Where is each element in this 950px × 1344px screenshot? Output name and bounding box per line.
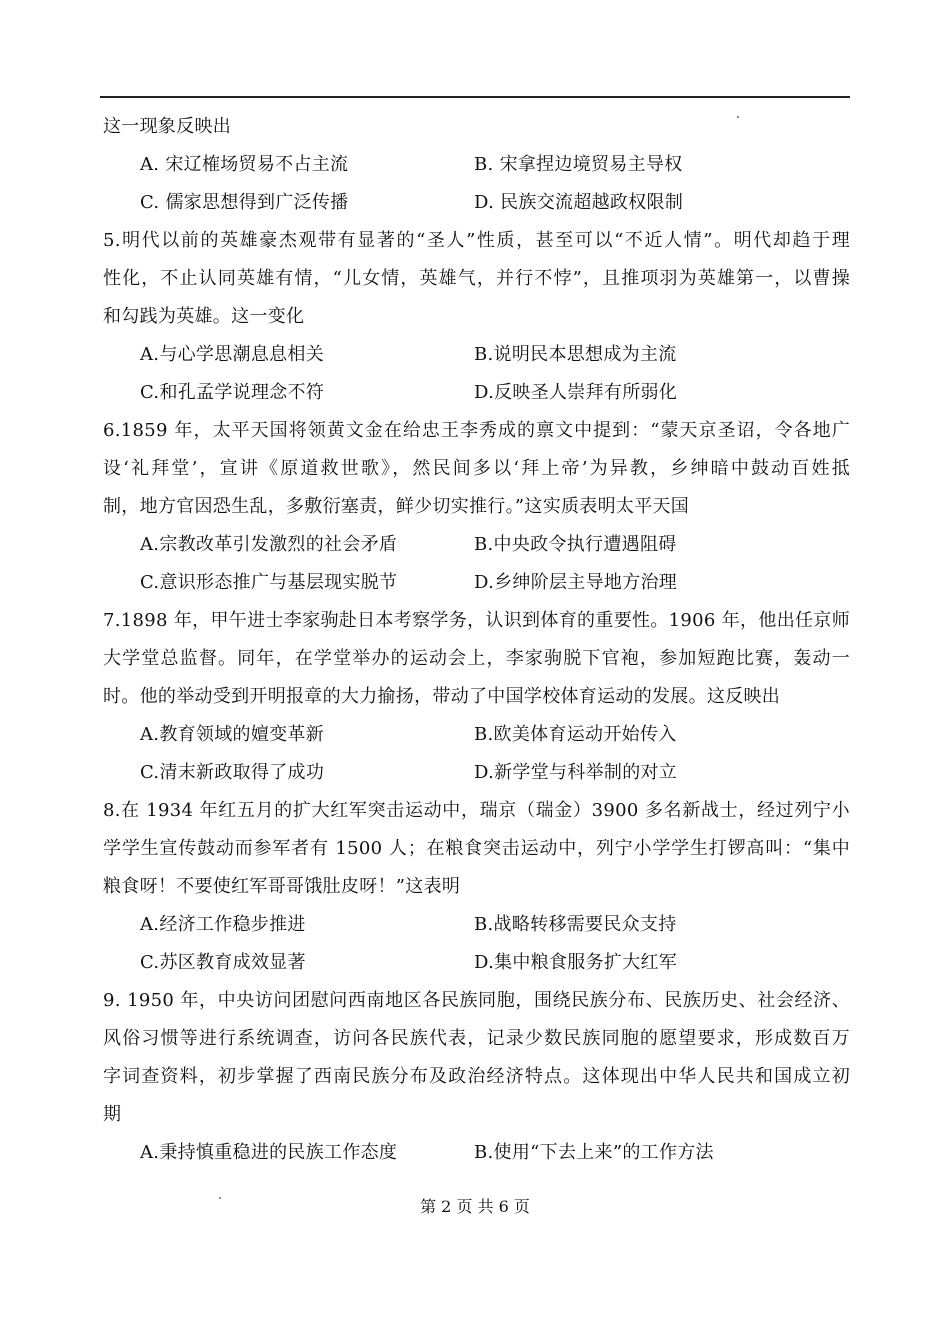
q8-stem-line-1: 8.在 1934 年红五月的扩大红军突击运动中，瑞京（瑞金）3900 多名新战士，经过列宁小 xyxy=(103,800,850,821)
header-rule xyxy=(100,96,850,98)
q7-option-c: C.清末新政取得了成功 xyxy=(140,762,325,783)
q9-stem-line-3: 字词查资料，初步掌握了西南民族分布及政治经济特点。这体现出中华人民共和国成立初 xyxy=(103,1066,850,1087)
q7-option-a: A.教育领域的嬗变革新 xyxy=(140,724,325,745)
q9-stem-line-4: 期 xyxy=(103,1104,122,1125)
q7-option-d: D.新学堂与科举制的对立 xyxy=(474,762,678,783)
q4-option-b: B. 宋拿捏边境贸易主导权 xyxy=(474,154,683,175)
q8-option-c: C.苏区教育成效显著 xyxy=(140,952,306,973)
q8-option-d: D.集中粮食服务扩大红军 xyxy=(474,952,678,973)
q5-stem-line-2: 性化，不止认同英雄有情，“儿女情，英雄气，并行不悖”，且推项羽为英雄第一，以曹操 xyxy=(103,268,850,289)
q4-stem-tail: 这一现象反映出 xyxy=(103,116,232,137)
q6-option-d: D.乡绅阶层主导地方治理 xyxy=(474,572,678,593)
q5-stem-line-3: 和勾践为英雄。这一变化 xyxy=(103,306,305,327)
q5-option-a: A.与心学思潮息息相关 xyxy=(140,344,325,365)
page-footer: 第 2 页 共 6 页 xyxy=(420,1197,530,1216)
q6-option-b: B.中央政令执行遭遇阻碍 xyxy=(474,534,677,555)
q5-option-d: D.反映圣人崇拜有所弱化 xyxy=(474,382,678,403)
q5-option-b: B.说明民本思想成为主流 xyxy=(474,344,677,365)
q9-option-a: A.秉持慎重稳进的民族工作态度 xyxy=(140,1142,398,1163)
q8-option-a: A.经济工作稳步推进 xyxy=(140,914,306,935)
q6-stem-line-2: 设‘礼拜堂’，宣讲《原道救世歌》，然民间多以‘拜上帝’为异教，乡绅暗中鼓动百姓抵 xyxy=(103,458,850,479)
q5-option-c: C.和孔孟学说理念不符 xyxy=(140,382,325,403)
q8-stem-line-3: 粮食呀！不要使红军哥哥饿肚皮呀！”这表明 xyxy=(103,876,461,897)
q9-stem-line-2: 风俗习惯等进行系统调查，访问各民族代表，记录少数民族同胞的愿望要求，形成数百万 xyxy=(103,1028,850,1049)
q7-option-b: B.欧美体育运动开始传入 xyxy=(474,724,677,745)
q4-option-d: D. 民族交流超越政权限制 xyxy=(474,192,684,213)
q9-stem-line-1: 9. 1950 年，中央访问团慰问西南地区各民族同胞，围绕民族分布、民族历史、社会经济、 xyxy=(103,990,850,1011)
q6-stem-line-1: 6.1859 年，太平天国将领黄文金在给忠王李秀成的禀文中提到：“蒙天京圣诏，令各地广 xyxy=(103,420,850,441)
q9-option-b: B.使用“下去上来”的工作方法 xyxy=(474,1142,714,1163)
q7-stem-line-1: 7.1898 年，甲午进士李家驹赴日本考察学务，认识到体育的重要性。1906 年，他出任京师 xyxy=(103,610,850,631)
q4-option-a: A. 宋辽榷场贸易不占主流 xyxy=(140,154,349,175)
q7-stem-line-2: 大学堂总监督。同年，在学堂举办的运动会上，李家驹脱下官袍，参加短跑比赛，轰动一 xyxy=(103,648,850,669)
q5-stem-line-1: 5.明代以前的英雄豪杰观带有显著的“圣人”性质，甚至可以“不近人情”。明代却趋于理 xyxy=(103,230,850,251)
q4-option-c: C. 儒家思想得到广泛传播 xyxy=(140,192,349,213)
q8-stem-line-2: 学学生宣传鼓动而参军者有 1500 人；在粮食突击运动中，列宁小学学生打锣高叫：“集中 xyxy=(103,838,850,859)
q6-option-c: C.意识形态推广与基层现实脱节 xyxy=(140,572,398,593)
q8-option-b: B.战略转移需要民众支持 xyxy=(474,914,677,935)
q6-stem-line-3: 制，地方官因恐生乱，多敷衍塞责，鲜少切实推行。”这实质表明太平天国 xyxy=(103,496,690,517)
q6-option-a: A.宗教改革引发激烈的社会矛盾 xyxy=(140,534,398,555)
scan-speck xyxy=(737,116,739,118)
q7-stem-line-3: 时。他的举动受到开明报章的大力揄扬，带动了中国学校体育运动的发展。这反映出 xyxy=(103,686,781,707)
